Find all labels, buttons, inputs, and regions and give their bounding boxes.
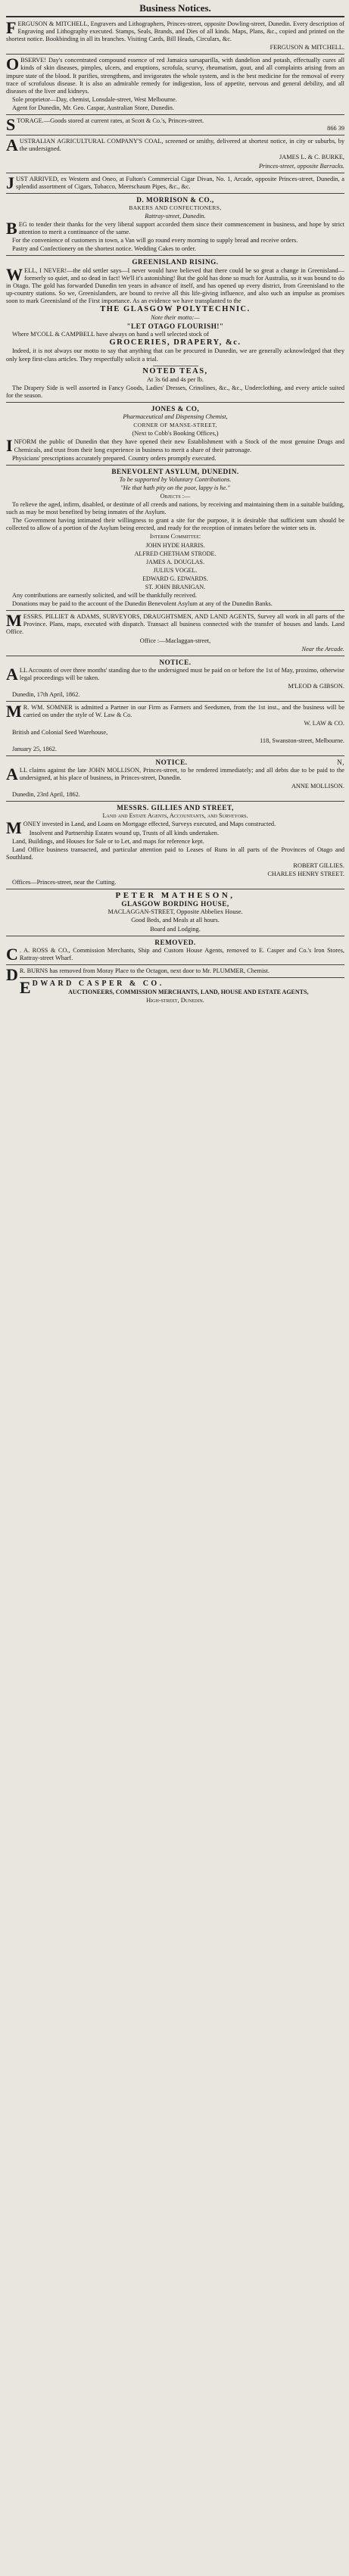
partner-name: CHARLES HENRY STREET. [267,871,344,877]
committee-member: ST. JOHN BRANIGAN. [145,584,206,590]
ad-date: Dunedin, 23rd April, 1862. [12,791,80,799]
ad-body: NFORM the public of Dunedin that they have opened their new Establishment with a Stock of the most genuine Drugs and Chemicals, and trust from their long experience in business to merit a share of their patronage. [14,438,344,453]
ad-signature: W. LAW & CO. [304,720,344,727]
ad-body: ERGUSON & MITCHELL, Engravers and Lithographers, Princes-street, opposite Dowling-street, Dunedin. Every description of Engraving and Lithography executed. Stamps, Seals, Brands, and Dies of all kinds. Maps, Plans, &c., copied and printed on the shortest notice. Bookbinding in all its branches. Visiting Cards, Bill Heads, Circulars, &c. [6,20,344,43]
ad-body-3: Land, Buildings, and Houses for Sale or to Let, and maps for reference kept. [12,837,204,845]
ad-body: ELL, I NEVER!—the old settler says—I never would have believed that there could be so great a change in Greenisland—formerly so quiet, and so dead in fact! We'll it's astonishing! But the gold has done so much for Australia, so it was bound to do in Otago. The gold has forwarded Dunedin ten years in advance of itself, and has opened up every district, from Greenisland to the up-country stations. So we, Greenislanders, are bound to revive all this life-giving influence, and also such an impulse as promises soon to mark Greenisland of the First importance. As an evidence we have transplanted to the [6,266,344,304]
ad-storage [6,115,344,135]
ad-subtitle: Pharmaceutical and Dispensing Chemist, [123,413,228,421]
ad-jones-chemist [6,405,344,463]
ad-cigar-divan [6,173,344,192]
ad-title: JONES & CO, [151,405,200,413]
ad-notice-mollison [6,758,344,799]
ad-agent: Agent for Dunedin, Mr. Geo. Caspar, Australian Store, Dunedin. [12,104,174,111]
drop-cap: M [6,818,22,838]
drop-cap: A [6,764,18,783]
ad-address: 118, Swanston-street, Melbourne. [260,737,344,744]
ad-somner-partner [6,704,344,753]
ad-body-2: The Government having intimated their willingness to grant a site for the purpose, it is desirable that sufficient sum should be collected to allow of a portion of the Asylum being erected, and ready for the reception of inmates before the winter sets in. [6,517,344,532]
ad-body-3: Any contributions are earnestly solicited, and will be thankfully received. [12,592,197,600]
divider [6,755,344,756]
ad-title: DWARD CASPER & CO. [32,980,164,989]
ad-greenisland [6,258,344,363]
drop-cap: O [6,55,20,74]
notice-title: NOTICE. [155,758,188,766]
ad-dr-burns [6,964,344,984]
ad-body: BSERVE! Day's concentrated compound essence of red Jamaica sarsaparilla, with dandelion and potash, effectually cures all kinds of skin diseases, pimples, ulcers, and eruptions, scrofula, scurvy, rheumatism, gout, and all complaints arising from an impure state of the blood. It purifies, strengthens, and invigorates the whole system, and is the best medicine for the removal of every trace of scrofulous disease. It is also an admirable remedy for indigestion, loss of appetite, nervous and general debility, and all diseases of the liver and kidneys. [6,57,344,95]
ad-body-2: Where M'COLL & CAMPBELL have always on hand a well selected stock of [12,331,209,338]
drop-cap: B [6,219,17,238]
divider [6,610,344,611]
ad-title [6,758,344,766]
ad-body-3: Indeed, it is not always our motto to say that anything that can be procured in Dunedin, we are generally acknowledged that they only keep first-class articles. They respectfully solicit a trial. [6,347,344,363]
ad-body: UST ARRIVED, ex Western and Oneo, at Fulton's Commercial Cigar Divan, No. 1, Arcade, opposite Princes-street, Dunedin, a splendid assortment of Cigars, Tobacco, Meerschaum Pipes, &c., &c. [16,175,344,190]
ad-title: NOTICE. [159,658,192,666]
ad-date: January 25, 1862. [12,745,57,752]
ad-reference: 866 39 [327,125,344,132]
page-title: Business Notices. [6,0,344,17]
committee-label: Interim Committee: [149,533,201,540]
goods-title: GROCERIES, DRAPERY, &c. [109,338,241,347]
divider [6,701,344,702]
ad-benevolent-asylum [6,468,344,609]
ad-address: Princes-street, opposite Barracks. [258,162,344,170]
ad-firm: British and Colonial Seed Warehouse, [12,728,108,736]
ad-signature: JAMES L. & C. BURKE, [279,154,344,161]
newspaper-page [0,0,349,1005]
ad-agricultural-coal [6,135,344,170]
ad-subtitle: Land and Estate Agents, Accountants, and Surveyors. [102,812,248,820]
ad-pilliet-adams [6,613,344,653]
divider [6,54,344,55]
ad-body-2: Insolvent and Partnership Estates wound up, Trusts of all kinds undertaken. [29,829,220,836]
store-note: Note their motto:— [151,314,200,322]
ad-body-4: Land Office business transacted, and particular attention paid to Leases of Runs in all parts of the Provinces of Otago and Southland. [6,846,344,861]
drop-cap: W [6,264,23,284]
divider [6,255,344,256]
ad-signature: ANNE MOLLISON. [291,783,344,790]
drop-cap: J [6,173,14,192]
store-motto: "LET OTAGO FLOURISH!" [126,322,224,331]
store-title: THE GLASGOW POLYTECHNIC. [100,305,251,313]
ad-body-2: Physicians' prescriptions accurately prepared. Country orders promptly executed. [12,454,217,462]
ad-body: LL Accounts of over three months' standing due to the undersigned must be paid on or before the 1st of May, proximo, otherwise legal proceedings will be taken. [19,666,344,681]
ad-body-3: Pastry and Confectionery on the shortest notice. Wedding Cakes to order. [12,245,196,253]
notice-mark: N, [337,758,344,766]
partner-name: ROBERT GILLIES. [293,861,344,869]
committee-member: JAMES A. DOUGLAS. [146,558,204,565]
ad-title: NOTED TEAS, [142,366,208,375]
ad-signature: M'LEOD & GIBSON. [288,683,344,690]
drop-cap: E [19,978,31,998]
ad-ferguson-mitchell [6,20,344,51]
committee-member: ALFRED CHETHAM STRODE. [134,550,217,557]
ad-title: D. MORRISON & CO., [136,195,214,204]
ad-edward-casper [6,980,344,1005]
ad-title: BENEVOLENT ASYLUM, DUNEDIN. [111,467,239,475]
ad-body-2: Sole proprietor—Day, chemist, Lonsdale-street, West Melbourne. [12,95,177,103]
ad-address: CORNER OF MANSE-STREET, [133,422,217,429]
committee-member: JULIUS VOGEL. [153,566,198,574]
ad-body: To relieve the aged, infirm, disabled, or destitute of all creeds and nations, by receiving and maintaining them in a suitable building, such as may be most benefited by being inmates of the Asylum. [6,501,344,516]
ad-body: USTRALIAN AGRICULTURAL COMPANY'S COAL, screened or smithy, delivered at shortest notice, in city or suburbs, by the undersigned. [19,138,344,153]
drop-cap: M [6,611,22,631]
ad-noted-teas [6,368,344,400]
ad-subtitle: GLASGOW BORDING HOUSE, [121,900,229,908]
ad-body: LL claims against the late JOHN MOLLISON, Princes-street, to be rendered immediately; and all debts due to be paid to the undersigned, at his place of business, in Princes-street, Dunedin. [19,766,344,781]
ad-body-2: For the convenience of customers in town, a Van will go round every morning to supply bread and receive orders. [12,237,298,245]
drop-cap: D [6,964,18,984]
ad-title: PETER MATHESON, [115,891,235,901]
ad-morrison-bakers [6,196,344,254]
ad-address: Rattray-street, Dunedin. [145,212,206,220]
ad-peter-matheson [6,892,344,933]
ad-subtitle: At 3s 6d and 4s per lb. [147,375,204,383]
committee-member: JOHN HYDE HARRIS. [145,541,205,549]
ad-removed-ross [6,939,344,962]
ad-title: REMOVED. [154,938,196,946]
ad-address: Office :—Maclaggan-street, [139,637,211,644]
ad-address-2: (Next to Cobb's Booking Offices,) [132,430,219,438]
ad-body: R. BURNS has removed from Moray Place to the Octagon, next door to Mr. PLUMMER, Chemist. [19,967,270,974]
ad-address: High-street, Dunedin. [146,997,204,1005]
ad-address-2: Near the Arcade. [301,645,344,653]
ad-signature: FERGUSON & MITCHELL. [270,44,344,51]
ad-address: Offices—Princes-street, near the Cutting. [12,879,117,886]
ad-address: MACLAGGAN-STREET, Opposite Abbeliex House. [108,908,243,916]
drop-cap: A [6,664,18,684]
ad-date: Dunedin, 17th April, 1862. [12,691,80,699]
drop-cap: C [6,944,18,964]
ad-gillies-street [6,804,344,886]
divider [6,114,344,115]
committee-member: EDWARD G. EDWARDS. [142,575,208,582]
ad-title: GREENISLAND RISING. [132,258,219,266]
ad-notice-mleod-gibson [6,659,344,699]
divider [6,193,344,194]
ad-body: . A. ROSS & CO., Commission Merchants, Ship and Custom House Agents, removed to E. Casper and Co.'s Iron Stores, Rattray-street Wharf. [19,946,344,961]
ad-subtitle: BAKERS AND CONFECTIONERS, [129,204,222,211]
divider [6,465,344,466]
drop-cap: I [6,436,13,456]
ad-subtitle: To be supported by Voluntary Contributions. [119,475,232,483]
ad-body: EG to tender their thanks for the very liberal support accorded them since their commencement in business, and hope by strict attention to merit a continuance of the same. [18,221,344,236]
drop-cap: S [6,115,16,135]
drop-cap: A [6,135,18,155]
drop-cap: M [6,702,22,721]
objects-label: Objects :— [160,492,191,500]
ad-body: The Drapery Side is well assorted in Fancy Goods, Ladies' Dresses, Crinolines, &c., &c., Underclothing, and every article suited for the season. [6,384,344,399]
ad-title: MESSRS. GILLIES AND STREET, [117,804,234,812]
ad-body-4: Donations may be paid to the account of the Dunedin Benevolent Asylum at any of the Dunedin Banks. [12,600,273,608]
ad-body: Good Beds, and Meals at all hours. [131,917,220,924]
ad-body: R. WM. SOMNER is admitted a Partner in our Firm as Farmers and Seedsmen, from the 1st inst., and the business will be carried on under the style of W. Law & Co. [23,704,344,719]
ad-body: ESSRS. PILLIET & ADAMS, SURVEYORS, DRAUGHTSMEN, AND LAND AGENTS, Survey all work in all parts of the Province. Plans, maps, executed with dispatch. Transact all business connected with the transfer of houses and lands. Land Office. [6,613,344,636]
divider [6,402,344,403]
divider [6,964,344,965]
ad-body-2: Board and Lodging. [150,925,201,933]
ad-body: ONEY invested in Land, and Loans on Mortgage effected, Surveys executed, and Maps constructed. [23,821,276,828]
ad-sarsaparilla [6,57,344,112]
drop-cap: F [6,18,17,37]
divider [6,801,344,802]
ad-quote: "He that hath pity on the poor, lappy is he." [120,484,230,491]
ad-body: TORAGE.—Goods stored at current rates, at Scott & Co.'s, Princes-street. [17,117,204,125]
divider [20,977,344,978]
ad-subtitle: AUCTIONEERS, COMMISSION MERCHANTS, LAND, HOUSE AND ESTATE AGENTS, [68,989,309,996]
